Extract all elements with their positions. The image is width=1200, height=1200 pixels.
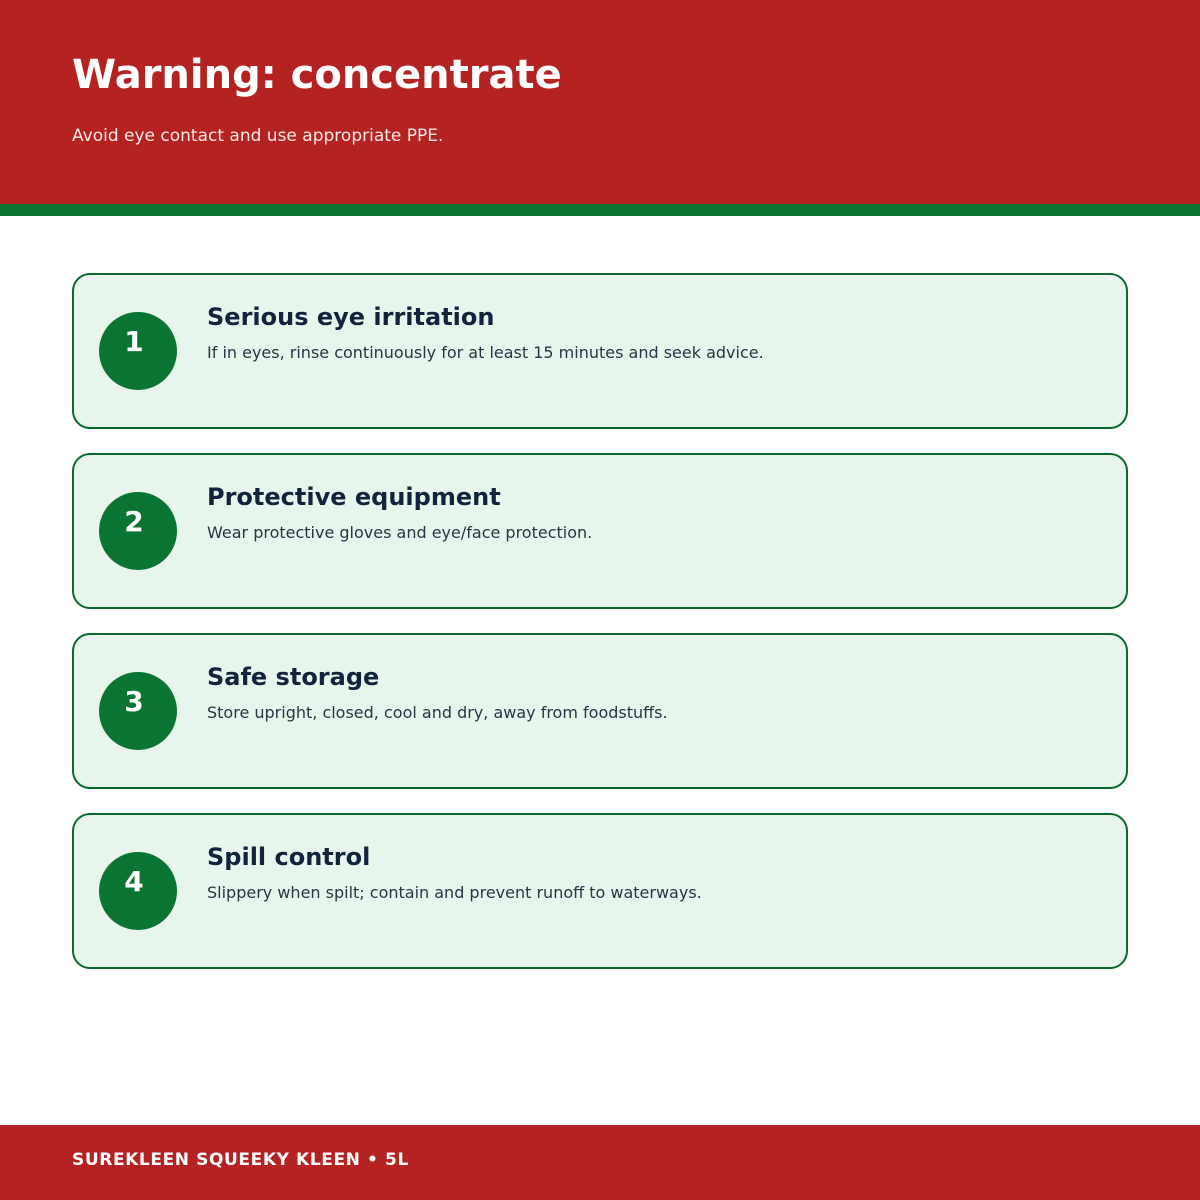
step-number-badge — [99, 852, 177, 930]
safety-steps-list — [72, 273, 1128, 993]
step-number: 1 — [124, 325, 144, 358]
step-card-protective-equipment — [72, 453, 1128, 609]
step-title: Spill control — [207, 843, 371, 871]
step-card-eye-irritation — [72, 273, 1128, 429]
step-title: Protective equipment — [207, 483, 501, 511]
step-description: Wear protective gloves and eye/face protection. — [207, 523, 593, 542]
product-footer — [0, 1125, 1200, 1200]
step-number-badge — [99, 672, 177, 750]
step-number: 4 — [124, 865, 144, 898]
step-number-badge — [99, 492, 177, 570]
step-title: Serious eye irritation — [207, 303, 495, 331]
product-name: SUREKLEEN SQUEEKY KLEEN • 5L — [72, 1150, 409, 1170]
warning-header — [0, 0, 1200, 204]
step-card-spill-control — [72, 813, 1128, 969]
page-subtitle: Avoid eye contact and use appropriate PPE. — [72, 126, 444, 146]
step-title: Safe storage — [207, 663, 380, 691]
step-description: Store upright, closed, cool and dry, away from foodstuffs. — [207, 703, 668, 722]
step-description: If in eyes, rinse continuously for at least 15 minutes and seek advice. — [207, 343, 764, 362]
step-card-safe-storage — [72, 633, 1128, 789]
header-divider-stripe — [0, 204, 1200, 216]
page-title: Warning: concentrate — [72, 52, 562, 98]
step-number: 2 — [124, 505, 144, 538]
step-number-badge — [99, 312, 177, 390]
step-description: Slippery when spilt; contain and prevent runoff to waterways. — [207, 883, 702, 902]
step-number: 3 — [124, 685, 144, 718]
